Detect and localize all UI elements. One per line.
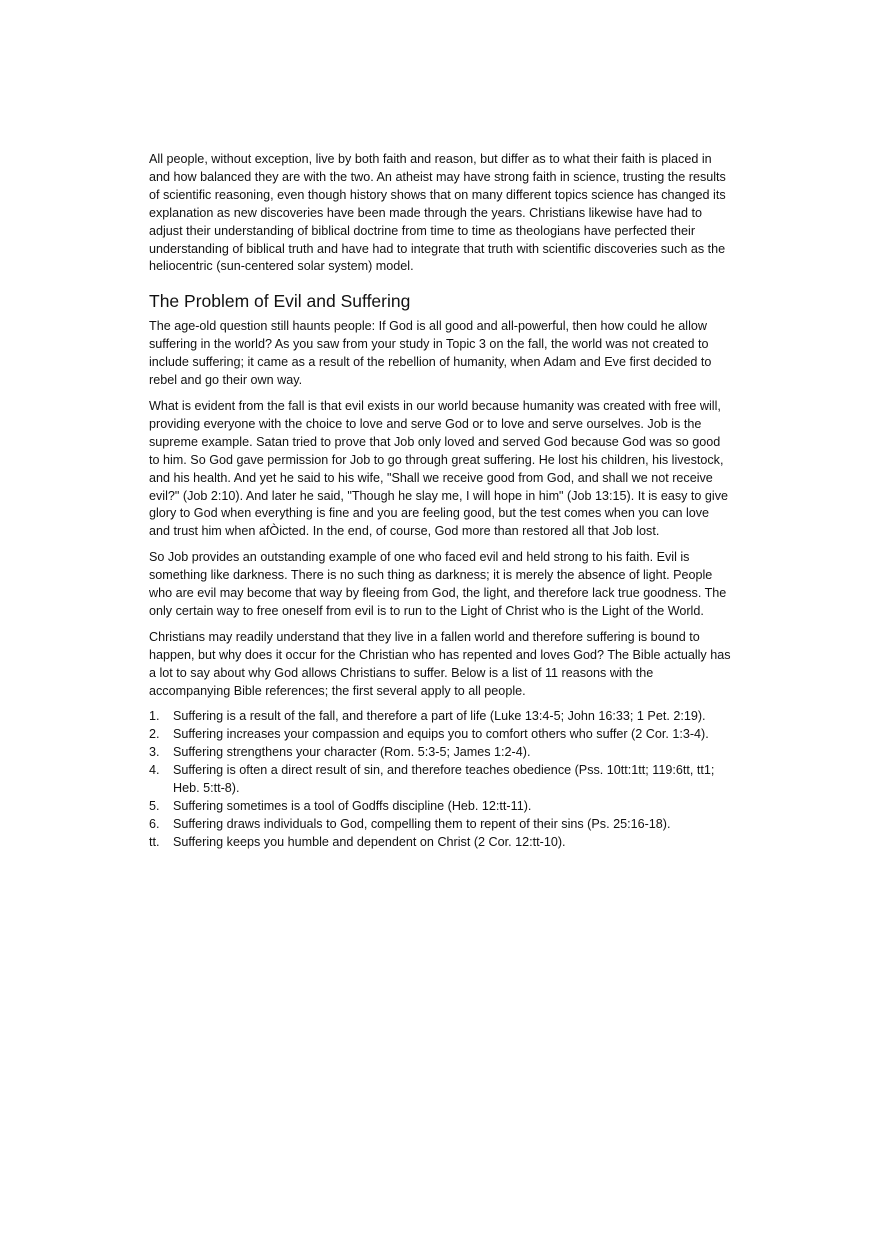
- list-item: [149, 798, 733, 816]
- list-item-text: Suffering increases your compassion and equips you to comfort others who suffer (2 Cor. 1:3-4).: [173, 727, 709, 742]
- paragraph-problem: The age-old question still haunts people: If God is all good and all-powerful, then how could he allow suffering in the world? As you saw from your study in Topic 3 on the fall, the world was not created to include suffering; it came as a result of the rebellion of humanity, when Adam and Eve first decided to rebel and go their own way.: [149, 319, 712, 388]
- list-item-number: 4.: [149, 763, 160, 778]
- document-page: [149, 151, 733, 852]
- list-item: [149, 726, 733, 744]
- section-heading: The Problem of Evil and Suffering: [149, 291, 411, 312]
- list-item: [149, 816, 733, 834]
- list-item: [149, 708, 733, 726]
- list-item-text: Suffering keeps you humble and dependent on Christ (2 Cor. 12:tt-10).: [173, 834, 566, 849]
- list-item-number: 2.: [149, 727, 160, 742]
- paragraph-christian-suffering: Christians may readily understand that they live in a fallen world and therefore suffering is bound to happen, but why does it occur for the Christian who has repented and loves God? The Bible actually has a lot to say about why God allows Christians to suffer. Below is a list of 11 reasons with the accompanying Bible references; the first several apply to all people.: [149, 629, 731, 698]
- list-item-text: Suffering is a result of the fall, and therefore a part of life (Luke 13:4-5; John 16:33; 1 Pet. 2:19).: [173, 709, 706, 724]
- reasons-list: [149, 708, 733, 851]
- list-item-number: 1.: [149, 709, 160, 724]
- paragraph-fall-free-will: What is evident from the fall is that evil exists in our world because humanity was created with free will, providing everyone with the choice to love and serve God or to love and serve ourselves. Job is the supreme example. Satan tried to prove that Job only loved and served God because God was so good to him. So God gave permission for Job to go through great suffering. He lost his children, his livestock, and his health. And yet he said to his wife, "Shall we receive good from God, and shall we not receive evil?" (Job 2:10). And later he said, "Though he slay me, I will hope in him" (Job 13:15). It is easy to give glory to God when everything is fine and you are feeling good, but the test comes when you can love and trust him when afÒicted. In the end, of course, God more than restored all that Job lost.: [149, 398, 729, 539]
- list-item-number: 6.: [149, 816, 160, 831]
- list-item-text: Suffering sometimes is a tool of Godffs discipline (Heb. 12:tt-11).: [173, 799, 532, 813]
- intro-paragraph: All people, without exception, live by both faith and reason, but differ as to what their faith is placed in and how balanced they are with the two. An atheist may have strong faith in science, trusting the results of scientific reasoning, even though history shows that on many different topics science has changed its explanation as new discoveries have been made through the years. Christians likewise have had to adjust their understanding of biblical doctrine from time to time as theologians have perfected their understanding of biblical truth and have had to integrate that truth with scientific discoveries such as the heliocentric (sun-centered solar system) model.: [149, 152, 726, 274]
- list-item-number: 3.: [149, 745, 160, 760]
- list-item: [149, 834, 733, 852]
- list-item-text: Suffering strengthens your character (Rom. 5:3-5; James 1:2-4).: [173, 745, 531, 760]
- list-item: [149, 762, 733, 798]
- list-item-number: 5.: [149, 799, 160, 813]
- list-item-text: Suffering is often a direct result of sin, and therefore teaches obedience (Pss. 10tt:1tt; 119:6tt, tt1; Heb. 5:tt-8).: [173, 763, 715, 796]
- list-item: [149, 744, 733, 762]
- list-item-number: tt.: [149, 834, 160, 849]
- paragraph-job-example: So Job provides an outstanding example of one who faced evil and held strong to his faith. Evil is something like darkness. There is no such thing as darkness; it is merely the absence of light. People who are evil may become that way by fleeing from God, the light, and therefore lack true goodness. The only certain way to free oneself from evil is to run to the Light of Christ who is the Light of the World.: [149, 550, 727, 618]
- list-item-text: Suffering draws individuals to God, compelling them to repent of their sins (Ps. 25:16-18).: [173, 816, 671, 831]
